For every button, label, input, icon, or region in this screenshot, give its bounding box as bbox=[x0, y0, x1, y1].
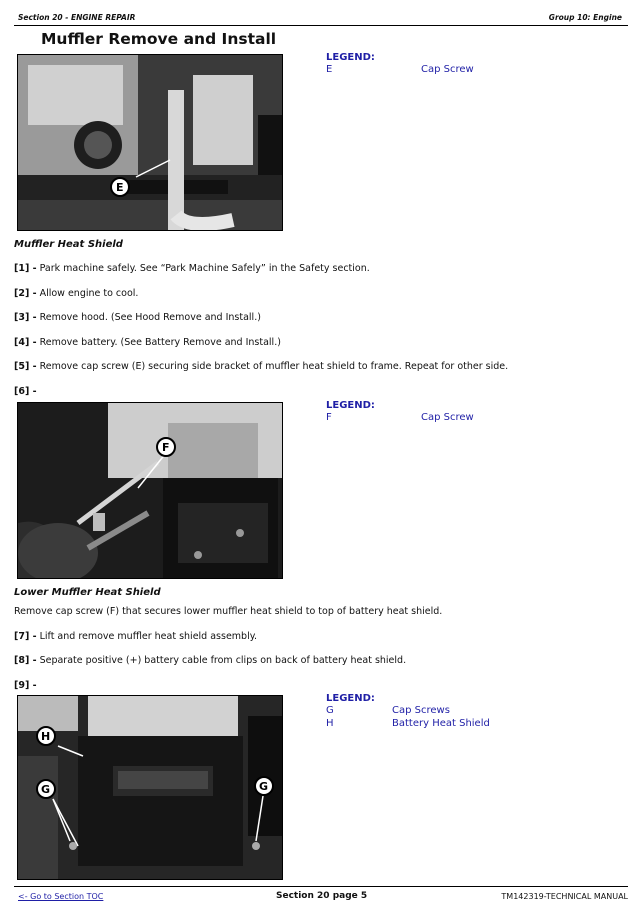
step-number: [9] - bbox=[14, 680, 37, 691]
page-number: Section 20 page 5 bbox=[276, 891, 368, 901]
legend-label: Cap Screw bbox=[421, 64, 474, 75]
legend-label: Cap Screws bbox=[392, 705, 450, 716]
subheading-muffler-heat-shield: Muffler Heat Shield bbox=[14, 239, 123, 250]
legend-label: Battery Heat Shield bbox=[392, 718, 490, 729]
group-label: Group 10: Engine bbox=[548, 13, 622, 22]
step-number: [8] - bbox=[14, 655, 37, 666]
step-number: [4] - bbox=[14, 337, 37, 348]
legend-row bbox=[326, 412, 506, 425]
step-text: Lift and remove muffler heat shield assembly. bbox=[39, 631, 258, 642]
legend-row bbox=[326, 718, 526, 731]
figure-3-legend bbox=[326, 693, 526, 731]
step-2 bbox=[14, 288, 138, 299]
figure-2-photo bbox=[17, 402, 283, 579]
step-number: [1] - bbox=[14, 263, 37, 274]
legend-heading: LEGEND: bbox=[326, 52, 375, 63]
callout-g-left-label: G bbox=[41, 783, 51, 796]
figure-2-legend bbox=[326, 400, 506, 425]
step-9 bbox=[14, 680, 37, 691]
callout-f-label: F bbox=[162, 441, 170, 454]
step-number: [5] - bbox=[14, 361, 37, 372]
step-text: Park machine safely. See “Park Machine Safely” in the Safety section. bbox=[39, 263, 370, 274]
step-number: [6] - bbox=[14, 386, 37, 397]
legend-key: F bbox=[326, 412, 332, 423]
lower-intro-text: Remove cap screw (F) that secures lower muffler heat shield to top of battery heat shield. bbox=[14, 606, 443, 617]
step-4 bbox=[14, 337, 281, 348]
figure-3-photo bbox=[17, 695, 283, 880]
callout-h-label: H bbox=[41, 730, 51, 743]
subheading-lower-muffler-heat-shield: Lower Muffler Heat Shield bbox=[14, 587, 161, 598]
step-text: Remove cap screw (E) securing side bracket of muffler heat shield to frame. Repeat for other side. bbox=[39, 361, 509, 372]
legend-key: G bbox=[326, 705, 334, 716]
page-footer bbox=[14, 886, 628, 903]
step-1 bbox=[14, 263, 370, 274]
step-3 bbox=[14, 312, 261, 323]
figure-1-legend bbox=[326, 52, 506, 77]
step-text: Separate positive (+) battery cable from clips on back of battery heat shield. bbox=[39, 655, 407, 666]
manual-id: TM142319-TECHNICAL MANUAL bbox=[501, 892, 628, 901]
page-title: Muffler Remove and Install bbox=[41, 30, 277, 48]
page-header bbox=[14, 12, 628, 26]
step-8 bbox=[14, 655, 406, 666]
legend-key: H bbox=[326, 718, 334, 729]
section-label: Section 20 - ENGINE REPAIR bbox=[18, 13, 136, 22]
step-5 bbox=[14, 361, 508, 372]
legend-heading: LEGEND: bbox=[326, 693, 375, 704]
step-7 bbox=[14, 631, 257, 642]
section-toc-link[interactable]: <- Go to Section TOC bbox=[18, 892, 104, 901]
step-number: [3] - bbox=[14, 312, 37, 323]
step-text: Remove battery. (See Battery Remove and Install.) bbox=[39, 337, 281, 348]
legend-row bbox=[326, 705, 526, 718]
step-number: [2] - bbox=[14, 288, 37, 299]
legend-key: E bbox=[326, 64, 333, 75]
step-text: Allow engine to cool. bbox=[39, 288, 139, 299]
figure-1-photo bbox=[17, 54, 283, 231]
step-text: Remove hood. (See Hood Remove and Install.) bbox=[39, 312, 261, 323]
step-number: [7] - bbox=[14, 631, 37, 642]
legend-row bbox=[326, 64, 506, 77]
legend-label: Cap Screw bbox=[421, 412, 474, 423]
legend-heading: LEGEND: bbox=[326, 400, 375, 411]
callout-g-right-label: G bbox=[259, 780, 269, 793]
step-6 bbox=[14, 386, 37, 397]
callout-e-label: E bbox=[116, 181, 124, 194]
